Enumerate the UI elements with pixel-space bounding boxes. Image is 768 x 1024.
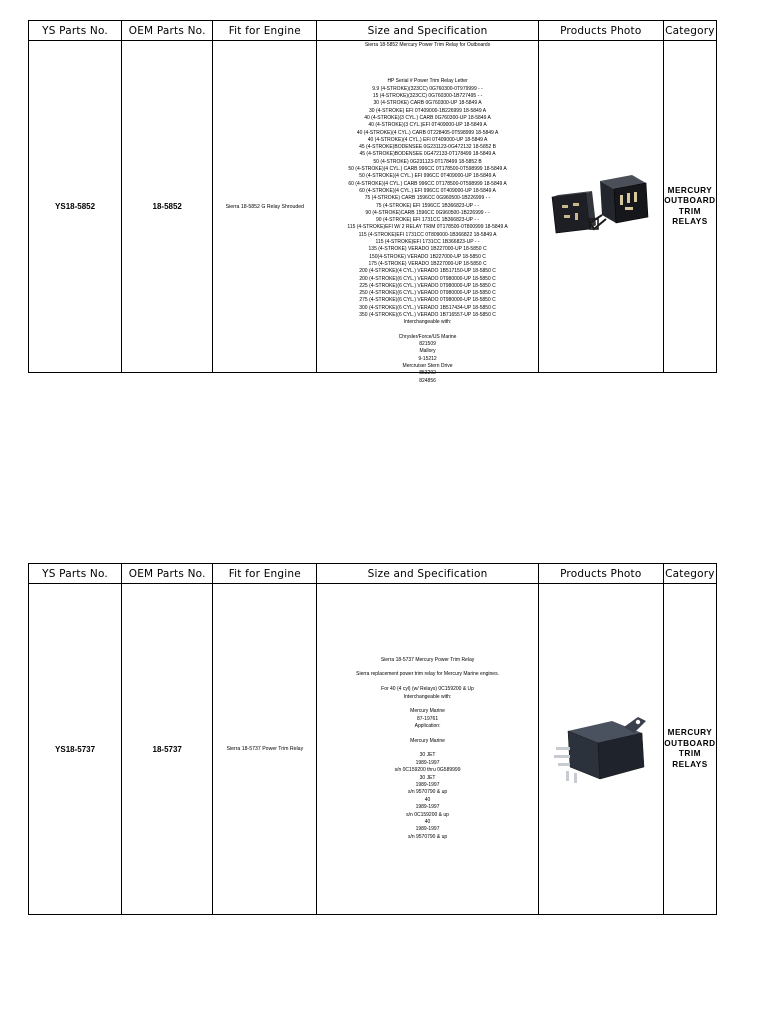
spec-line: 824856	[419, 377, 436, 384]
spec-line: Mercruiser Stern Drive	[402, 363, 453, 370]
category-line: TRIM	[678, 206, 701, 216]
spec-line: Mercury Marine	[410, 737, 445, 744]
spec-line: 30 JET	[419, 752, 436, 759]
spec-line: 9.9 (4-STROKE)(323CC) 0G760300-0T979999 - -	[372, 85, 483, 92]
spec-line: 350 (4-STROKE)(6 CYL.) VERADO 1B716557-UP 18-5850 C	[359, 311, 496, 318]
spec-line: 75 (4-STROKE) EFI 1596CC 1B366823-UP - -	[376, 202, 480, 209]
specification-text	[356, 657, 499, 842]
spec-line: 1989-1997	[415, 826, 440, 833]
spec-line: Sierra 18-5852 Mercury Power Trim Relay for Outboards	[364, 42, 491, 48]
spec-line: 50 (4-STROKE)(4 CYL.) EFI 996CC 0T409000-UP 18-5849 A	[359, 173, 496, 180]
spec-line: 115 (4-STROKE)EFI 1731CC 1B366823-UP - -	[375, 239, 480, 246]
spec-line: 30 JET	[419, 774, 436, 781]
spec-line	[317, 64, 537, 71]
spec-line: Sierra replacement power trim relay for Mercury Marine engines.	[356, 671, 499, 678]
spec-line: s/n 0C159200 & up	[406, 811, 449, 818]
spec-line: 135 (4-STROKE) VERADO 1B227000-UP 18-5850 C	[368, 246, 487, 253]
spec-line: HP Serial # Power Trim Relay Letter	[387, 78, 468, 85]
parts-table-1	[28, 20, 717, 384]
spec-line: 90 (4-STROKE) EFI 1731CC 1B366823-UP - -	[376, 217, 480, 224]
spec-line: 15 (4-STROKE)(323CC) 0G760300-1B727495 - -	[372, 93, 483, 100]
spec-line: 275 (4-STROKE)(6 CYL.) VERADO 0T980000-UP 18-5850 C	[359, 297, 496, 304]
spec-line: 200 (4-STROKE)(4 CYL.) VERADO 1B517150-UP 18-5850 C	[359, 268, 496, 275]
category-line: MERCURY	[667, 185, 713, 195]
spec-line: 60 (4-STROKE)(4 CYL.) EFI 996CC 0T409000-UP 18-5849 A	[359, 187, 496, 194]
spec-line: s/n 0C159200 thru 0G589999	[394, 767, 461, 774]
spec-line: 30 (4-STROKE) CARB 0G760300-UP 18-5849 A	[373, 100, 482, 107]
spec-line: 50 (4-STROKE) 0G231123-0T178499 18-5852 B	[373, 158, 482, 165]
oem-part-number: 18-5737	[122, 584, 213, 915]
ys-part-number: YS18-5852	[29, 41, 122, 373]
spec-line: 87-19761	[416, 715, 439, 722]
oem-part-number: 18-5852	[122, 41, 213, 373]
table-header-row	[29, 21, 717, 41]
spec-line: 115 (4-STROKE)EFI 1731CC 0T809000-1B366822 18-5849 A	[358, 231, 497, 238]
spec-line	[317, 57, 537, 64]
header-category: Category	[663, 21, 716, 41]
spec-line: 40 (4-STROKE)(4 CYL.) EFI 0T409000-UP 18-5849 A	[367, 136, 488, 143]
spec-line	[356, 679, 499, 686]
spec-line: 115 (4-STROKE)EFI W/ 2 RELAY TRIM 0T178500-0T800999 18-5849 A	[347, 224, 508, 231]
category-line: RELAYS	[672, 759, 708, 769]
spec-line: 40	[424, 796, 431, 803]
category-cell	[663, 584, 716, 915]
product-photo-cell	[538, 584, 663, 915]
spec-line: 60 (4-STROKE)(4 CYL.) CARB 996CC 0T178500-0T598999 18-5849 A	[348, 180, 507, 187]
spec-line: 90 (4-STROKE)CARB 1596CC 0G960500-1B226999 - -	[365, 209, 490, 216]
header-oem-parts-no: OEM Parts No.	[122, 564, 213, 584]
spec-line: Application:	[414, 723, 441, 730]
header-fit-for-engine: Fit for Engine	[213, 564, 317, 584]
header-products-photo: Products Photo	[538, 564, 663, 584]
header-size-and-specification: Size and Specification	[317, 564, 538, 584]
relay-photo-icon	[539, 167, 663, 247]
spec-line: 30 (4-STROKE) EFI 0T409000-1B226999 18-5849 A	[369, 107, 487, 114]
spec-line: 225 (4-STROKE)(6 CYL.) VERADO 0T980000-UP 18-5850 C	[359, 282, 496, 289]
spec-line: s/n 9570790 & up	[407, 789, 448, 796]
spec-line: 40 (4-STROKE)(3 CYL.) CARB 0G760300-UP 18-5849 A	[364, 114, 491, 121]
spec-line: 50 (4-STROKE)(4 CYL.) CARB 996CC 0T178500-0T598999 18-5849 A	[348, 166, 507, 173]
spec-line: Mallory	[419, 348, 436, 355]
category-line: OUTBOARD	[664, 196, 716, 205]
fit-for-engine: Sierra 18-5737 Power Trim Relay	[213, 584, 317, 915]
spec-line: 45 (4-STROKE)BODENSEE 0G472133-0T178499 18-5849 A	[359, 151, 496, 158]
spec-line: For 40 (4 cyl) (w/ Relays) 0C159200 & Up	[381, 686, 474, 693]
spec-line: Interchangeable with:	[403, 693, 452, 700]
ys-part-number: YS18-5737	[29, 584, 122, 915]
spec-line	[356, 730, 499, 737]
spec-line	[356, 664, 499, 671]
spec-line: 1989-1997	[415, 804, 440, 811]
spec-line	[317, 71, 537, 78]
spec-line: 9-15212	[418, 355, 437, 362]
spec-line: 853292	[419, 370, 436, 377]
spec-line: 200 (4-STROKE)(6 CYL.) VERADO 0T980000-UP 18-5850 C	[359, 275, 496, 282]
spec-line: 821509	[419, 341, 436, 348]
spec-line: Interchangeable with:	[403, 319, 452, 326]
spec-line: 250 (4-STROKE)(6 CYL.) VERADO 0T980000-UP 18-5850 C	[359, 290, 496, 297]
spec-line: 40 (4-STROKE)(3 CYL.)EFI 0T409000-UP 18-5849 A	[368, 122, 487, 129]
parts-table-2	[28, 563, 717, 915]
category-line: MERCURY	[667, 728, 713, 737]
spec-line: 300 (4-STROKE)(6 CYL.) VERADO 1B517434-UP 18-5850 C	[359, 304, 496, 311]
header-fit-for-engine: Fit for Engine	[213, 21, 317, 41]
table-header-row	[29, 564, 717, 584]
spec-line: 1989-1997	[415, 759, 440, 766]
category-line: RELAYS	[672, 217, 708, 226]
spec-line: Chrysler/Force/US Marine	[398, 333, 457, 340]
spec-line: 150(4-STROKE) VERADO 1B227000-UP 18-5850 C	[369, 253, 486, 260]
header-ys-parts-no: YS Parts No.	[29, 21, 122, 41]
fit-for-engine: Sierra 18-5852 G Relay Shrouded	[213, 41, 317, 373]
spec-line: s/n 9570790 & up	[407, 833, 448, 840]
spec-line: Mercury Marine	[410, 708, 445, 715]
spec-line: 45 (4-STROKE)BODENSEE 0G231123-0G472132 18-5852 B	[359, 144, 497, 151]
spec-line: 175 (4-STROKE) VERADO 1B227000-UP 18-5850 C	[368, 260, 487, 267]
specification-text	[317, 42, 537, 385]
spec-line	[317, 327, 537, 334]
header-size-and-specification: Size and Specification	[317, 21, 538, 41]
header-oem-parts-no: OEM Parts No.	[122, 21, 213, 41]
spec-line: 40 (4-STROKE)(4 CYL.) CARB 0T228405-0T598999 18-5849 A	[356, 129, 499, 136]
category-line: TRIM	[678, 749, 701, 758]
spec-line	[356, 701, 499, 708]
size-specification-cell	[317, 584, 538, 915]
header-ys-parts-no: YS Parts No.	[29, 564, 122, 584]
header-category: Category	[663, 564, 716, 584]
category-cell	[663, 41, 716, 373]
table-row	[29, 41, 717, 373]
spec-line	[317, 49, 537, 56]
spec-line: 1989-1997	[415, 782, 440, 789]
spec-line: Sierra 18-5737 Mercury Power Trim Relay	[380, 656, 475, 663]
spec-line: 40	[424, 819, 431, 826]
relay-photo-icon	[539, 709, 663, 789]
spec-line	[356, 745, 499, 752]
header-products-photo: Products Photo	[538, 21, 663, 41]
product-photo-cell	[538, 41, 663, 373]
spec-line: 75 (4-STROKE) CARB 1596CC 0G960500-1B226999 - -	[364, 195, 491, 202]
size-specification-cell	[317, 41, 538, 384]
category-line: OUTBOARD	[664, 738, 716, 748]
table-row	[29, 584, 717, 915]
